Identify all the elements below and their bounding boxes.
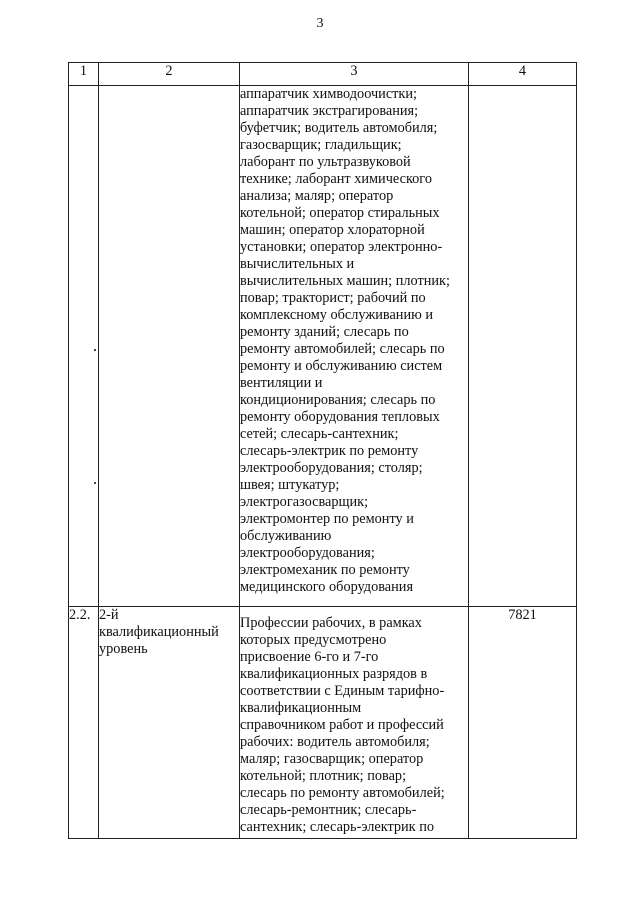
text-line: повар; тракторист; рабочий по [240,290,426,306]
text-line: 2-й [99,607,119,623]
text-line: которых предусмотрено [240,632,387,648]
text-line: обслуживанию [240,528,332,544]
text-line: маляр; газосварщик; оператор [240,751,424,767]
text-line: слесарь по ремонту автомобилей; [240,785,445,801]
qualification-level-cell [99,607,240,839]
text-line: ремонту оборудования тепловых [240,409,440,425]
text-line: квалификационным [240,700,362,716]
margin-dot [94,482,96,484]
text-line: кондиционирования; слесарь по [240,392,436,408]
text-line: электромонтер по ремонту и [240,511,414,527]
text-line: Профессии рабочих, в рамках [240,615,422,631]
text-line: ремонту автомобилей; слесарь по [240,341,445,357]
column-header-4: 4 [469,63,577,86]
text-line: котельной; оператор стиральных [240,205,440,221]
text-line: аппаратчик химводоочистки; [240,86,417,102]
text-line: рабочих: водитель автомобиля; [240,734,430,750]
table-row [69,86,577,607]
text-line: швея; штукатур; [240,477,340,493]
text-line: справочником работ и профессий [240,717,444,733]
text-line: установки; оператор электронно- [240,239,443,255]
professions-cell [240,86,469,607]
text-line: вентиляции и [240,375,323,391]
text-line: электромеханик по ремонту [240,562,410,578]
text-line: присвоение 6-го и 7-го [240,649,379,665]
text-line: котельной; плотник; повар; [240,768,407,784]
column-header-1: 1 [69,63,99,86]
text-line: ремонту и обслуживанию систем [240,358,443,374]
column-header-2: 2 [99,63,240,86]
row-number-cell: 2.2. [69,607,99,839]
text-line: технике; лаборант химического [240,171,432,187]
text-line: анализа; маляр; оператор [240,188,394,204]
text-line: электрооборудования; столяр; [240,460,423,476]
text-line: слесарь-ремонтник; слесарь- [240,802,417,818]
salary-table [68,62,577,839]
text-line: электрооборудования; [240,545,375,561]
text-line: аппаратчик экстрагирования; [240,103,419,119]
text-line: квалификационных разрядов в [240,666,428,682]
salary-cell [469,86,577,607]
row-number-cell [69,86,99,607]
text-line: газосварщик; гладильщик; [240,137,402,153]
text-line: сетей; слесарь-сантехник; [240,426,399,442]
text-line: электрогазосварщик; [240,494,369,510]
page-number: 3 [316,16,324,31]
text-line: сантехник; слесарь-электрик по [240,819,434,835]
text-line: соответствии с Единым тарифно- [240,683,445,699]
table-row [69,607,577,839]
column-header-3: 3 [240,63,469,86]
table-header-row [69,63,577,86]
text-line: квалификационный [99,624,219,640]
text-line: машин; оператор хлораторной [240,222,425,238]
text-line: лаборант по ультразвуковой [240,154,411,170]
text-line: медицинского оборудования [240,579,414,595]
margin-dot [94,349,96,351]
text-line: уровень [99,641,148,657]
qualification-level-cell [99,86,240,607]
text-line: комплексному обслуживанию и [240,307,434,323]
text-line: вычислительных машин; плотник; [240,273,450,289]
text-line: слесарь-электрик по ремонту [240,443,419,459]
text-line: вычислительных и [240,256,355,272]
text-line: буфетчик; водитель автомобиля; [240,120,438,136]
professions-cell [240,607,469,839]
text-line: ремонту зданий; слесарь по [240,324,409,340]
salary-cell: 7821 [469,607,577,839]
